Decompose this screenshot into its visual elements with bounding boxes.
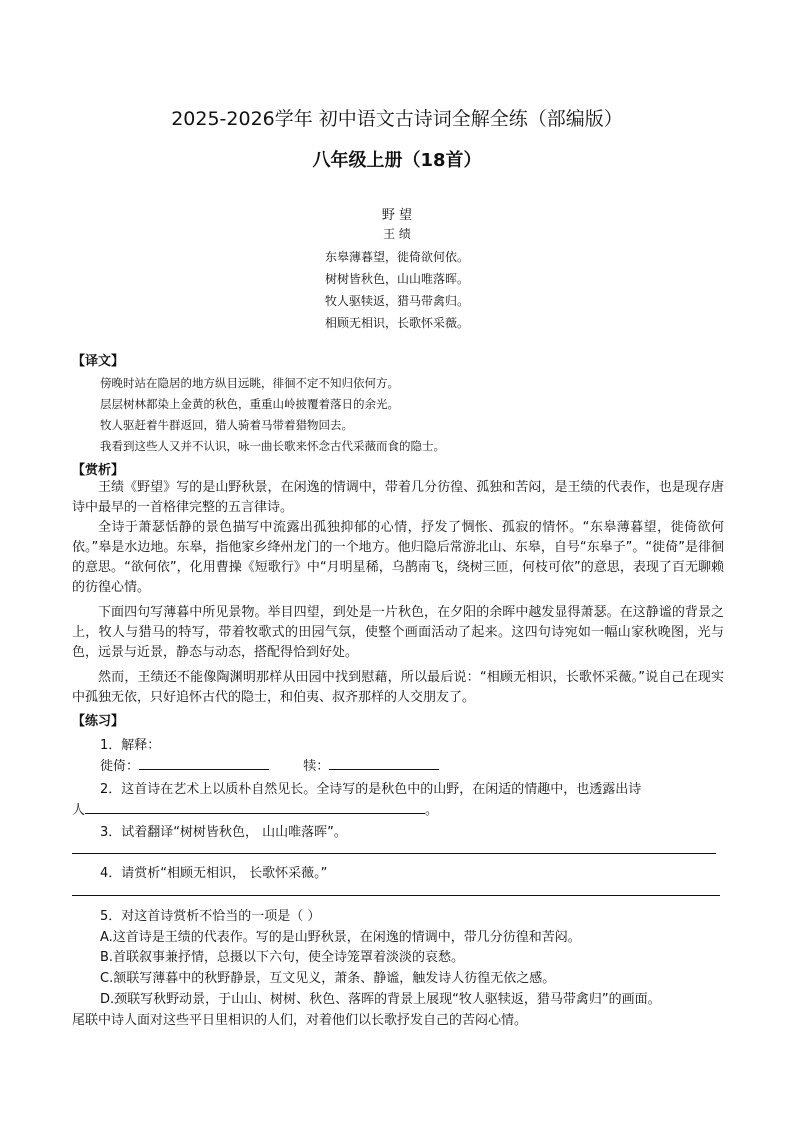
appreciation-paragraph: 然而，王绩还不能像陶渊明那样从田园中找到慰藉，所以最后说：“相顾无相识，长歌怀采薇。”说自己在现实中孤独无依，只好追怀古代的隐士，和伯夷、叔齐那样的人交朋友了。 (72, 670, 724, 705)
question-5-option-c: C.颔联写薄暮中的秋野静景，互文见义，萧条、静谧，触发诗人彷徨无依之感。 (100, 971, 556, 986)
exercises-heading: 【练习】 (72, 714, 125, 729)
question-5-option-b: B.首联叙事兼抒情，总摄以下六句，使全诗笼罩着淡淡的哀愁。 (100, 950, 465, 965)
answer-blank[interactable] (329, 755, 439, 770)
question-5-text: 5．对这首诗赏析不恰当的一项是（ ） (100, 909, 321, 924)
question-5-option-d: D.颈联写秋野动景，于山山、树树、秋色、落晖的背景上展现“牧人驱犊返，猎马带禽归”的画面。 (100, 992, 661, 1007)
question-2-tail-prefix: 人 (72, 803, 86, 818)
question-1-label: 1．解释： (100, 738, 161, 753)
translation-line: 牧人驱赶着牛群返回，猎人骑着马带着猎物回去。 (100, 418, 353, 432)
question-5-option-d-cont: 尾联中诗人面对这些平日里相识的人们，对着他们以长歌抒发自己的苦闷心情。 (72, 1013, 528, 1028)
question-5-option-a: A.这首诗是王绩的代表作。写的是山野秋景，在闲逸的情调中，带几分彷徨和苦闷。 (100, 930, 581, 945)
poem-title: 野 望 (381, 208, 413, 223)
answer-line[interactable] (72, 895, 720, 896)
translation-heading: 【译文】 (72, 354, 125, 369)
appreciation-paragraph: 全诗于萧瑟恬静的景色描写中流露出孤独抑郁的心情，抒发了惆怅、孤寂的情怀。“东皋薄暮望，徙倚欲何依。”皋是水边地。东皋，指他家乡绛州龙门的一个地方。他归隐后常游北山、东皋，自号“东皋子”。“徙倚”是徘徊的意思。“欲何依”，化用曹操《短歌行》中“月明星稀，乌鹊南飞，绕树三匝，何枝可依”的意思，表现了百无聊赖的彷徨心情。 (72, 520, 724, 595)
translation-line: 傍晚时站在隐居的地方纵目远眺，徘徊不定不知归依何方。 (100, 376, 399, 390)
document-subtitle: 八年级上册（18首） (312, 150, 482, 171)
question-2-tail (72, 799, 438, 818)
answer-blank[interactable] (85, 799, 425, 814)
appreciation-heading: 【赏析】 (72, 463, 125, 478)
question-1-blanks (100, 755, 439, 774)
question-1-word-b: 犊： (303, 759, 330, 774)
question-2-text: 2．这首诗在艺术上以质朴自然见长。全诗写的是秋色中的山野，在闲适的情趣中，也透露出诗 (100, 782, 642, 797)
poem-author: 王 绩 (383, 227, 411, 241)
poem-line: 牧人驱犊返，猎马带禽归。 (324, 294, 469, 308)
appreciation-paragraph: 下面四句写薄暮中所见景物。举目四望，到处是一片秋色，在夕阳的余晖中越发显得萧瑟。在这静谧的背景之上，牧人与猎马的特写，带着牧歌式的田园气氛，使整个画面活动了起来。这四句诗宛如一幅山家秋晚图，光与色，远景与近景，静态与动态，搭配得恰到好处。 (72, 605, 724, 660)
poem-line: 树树皆秋色，山山唯落晖。 (324, 272, 469, 286)
question-3-text: 3．试着翻译“树树皆秋色， 山山唯落晖”。 (100, 825, 347, 840)
question-1-word-a: 徙倚： (100, 759, 140, 774)
translation-line: 我看到这些人又并不认识，咏一曲长歌来怀念古代采薇而食的隐士。 (100, 439, 445, 453)
appreciation-paragraph: 王绩《野望》写的是山野秋景，在闲逸的情调中，带着几分彷徨、孤独和苦闷，是王绩的代表作，也是现存唐诗中最早的一首格律完整的五言律诗。 (72, 480, 724, 515)
answer-line[interactable] (72, 853, 716, 854)
poem-line: 东皋薄暮望，徙倚欲何依。 (324, 250, 469, 264)
question-2-tail-suffix: 。 (425, 803, 439, 818)
translation-line: 层层树林都染上金黄的秋色，重重山岭披覆着落日的余光。 (100, 397, 399, 411)
question-4-text: 4．请赏析“相顾无相识， 长歌怀采薇。” (100, 866, 328, 881)
document-title: 2025-2026学年 初中语文古诗词全解全练（部编版） (171, 108, 623, 130)
poem-line: 相顾无相识，长歌怀采薇。 (324, 316, 469, 330)
answer-blank[interactable] (139, 755, 269, 770)
